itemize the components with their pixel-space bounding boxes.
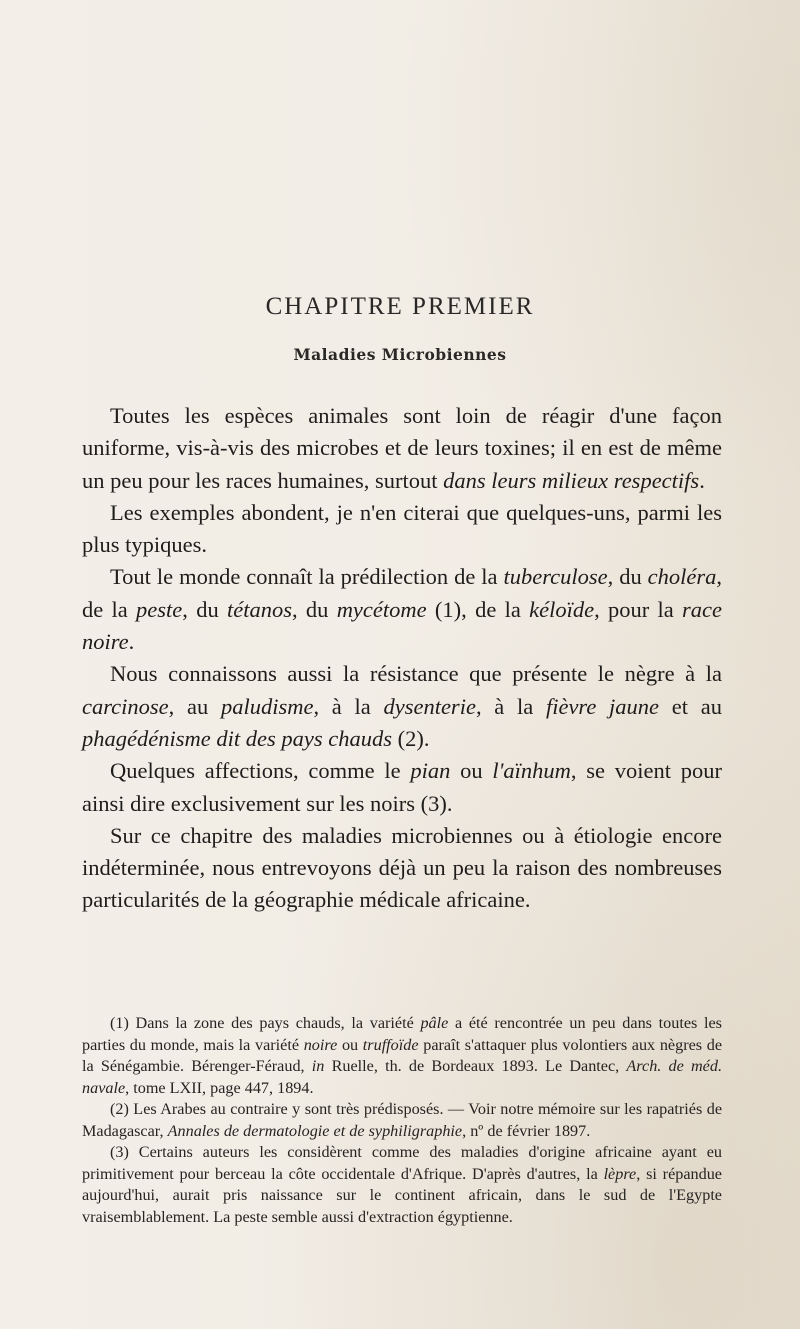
paragraph-3: Tout le monde connaît la prédilection de la tuberculose, du choléra, de la peste, du tétanos, du mycétome (1), de la kéloïde, pour la race noire. — [82, 564, 723, 655]
italic-term: race noire — [82, 596, 723, 655]
paragraph-6: Sur ce chapitre des maladies microbiennes ou à étiologie encore indéterminée, nous entrevoyons déjà un peu la raison des nombreuses particularités de la géographie médicale africaine. — [82, 822, 722, 913]
italic-term: mycétome — [336, 596, 427, 622]
italic-term: choléra — [647, 564, 717, 590]
footnote-2: (2) Les Arabes au contraire y sont très prédisposés. — Voir notre mémoire sur les rapatriés de Madagascar, Annales de dermatologie et de syphiligraphie, nº de février 1897. — [82, 1100, 722, 1140]
italic-term: kéloïde — [529, 596, 595, 622]
italic-term: dysenterie — [383, 693, 476, 719]
paragraph-5: Quelques affections, comme le pian ou l'aïnhum, se voient pour ainsi dire exclusivement sur les noirs (3). — [82, 758, 722, 816]
italic-term: phagédénisme dit des pays chauds — [82, 725, 392, 751]
paragraph-2: Les exemples abondent, je n'en citerai que quelques-uns, parmi les plus typiques. — [82, 499, 722, 558]
italic-term: paludisme — [220, 693, 314, 719]
italic-term: carcinose — [82, 693, 169, 719]
italic-term: l'aïnhum — [492, 758, 571, 784]
italic-term: tuberculose — [503, 564, 608, 590]
body-text — [82, 400, 722, 917]
italic-term: fièvre jaune — [545, 693, 660, 719]
italic-term: dans leurs milieux respectifs — [443, 467, 700, 493]
italic-term: pian — [410, 758, 451, 784]
paragraph-4: Nous connaissons aussi la résistance que présente le nègre à la carcinose, au paludisme, à la dysenterie, à la fièvre jaune et au phagédénisme dit des pays chauds (2). — [82, 661, 722, 751]
chapter-subtitle: Maladies Microbiennes — [293, 345, 507, 364]
chapter-title: CHAPITRE PREMIER — [265, 293, 535, 320]
italic-term: peste — [136, 596, 183, 622]
footnotes — [82, 1013, 722, 1228]
paragraph-1: Toutes les espèces animales sont loin de réagir d'une façon uniforme, vis-à-vis des microbes et de leurs toxines; il en est de même un peu pour les races humaines, surtout dans leurs milieux respectifs. — [82, 403, 722, 493]
footnote-1: (1) Dans la zone des pays chauds, la variété pâle a été rencontrée un peu dans toutes les parties du monde, mais la variété noire ou truffoïde paraît s'attaquer plus volontiers aux nègres de la Sénégambie. Bérenger-Féraud, in Ruelle, th. de Bordeaux 1893. Le Dantec, Arch. de méd. navale, tome LXII, page 447, 1894. — [82, 1014, 723, 1097]
footnote-3: (3) Certains auteurs les considèrent comme des maladies d'origine africaine ayant eu primitivement pour berceau la côte occidentale d'Afrique. D'après d'autres, la lèpre, si répandue aujourd'hui, aurait pris naissance sur le continent africain, dans le sud de l'Egypte vraisemblablement. La peste semble aussi d'extraction égyptienne. — [82, 1143, 722, 1226]
italic-term: tétanos — [226, 596, 292, 622]
